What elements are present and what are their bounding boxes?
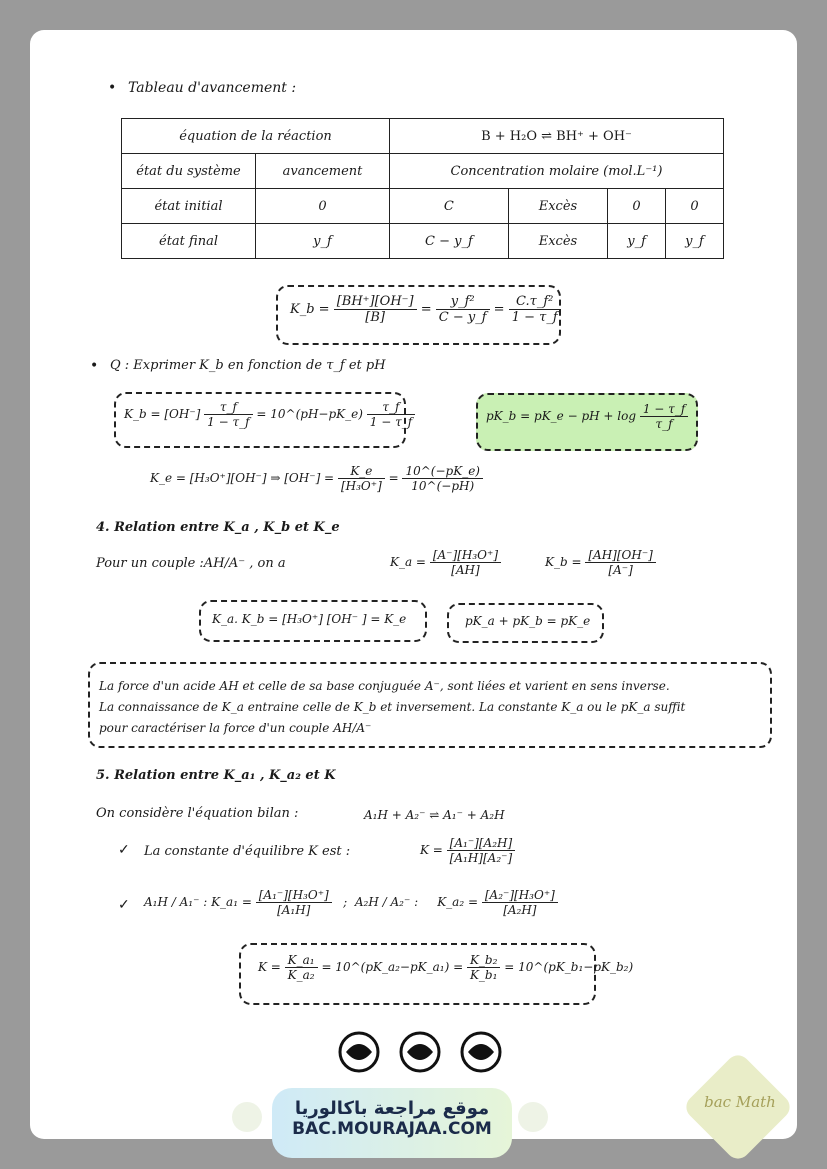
final-den2: K_b₁ — [469, 968, 498, 982]
pkb-text: pK_b = pK_e − pH + log — [486, 409, 637, 423]
kb-formula: K_b = $\frac{[BH^+][OH^-]}{[B]}$ = $\frac{\text{y\_f²}}{C - y\_f}$ = $\frac{\text{C.τ\_f²}}{1 - \tau\_f}$ — [290, 294, 561, 325]
table-cell: C − y_f — [390, 224, 509, 259]
table-cell: 0 — [665, 189, 723, 224]
ke-den2: 10^(−pH) — [411, 479, 475, 493]
section5-title: 5. Relation entre K_a₁ , K_a₂ et K — [96, 768, 336, 783]
bac-math-badge-text: bac Math — [704, 1093, 776, 1111]
section-title-tableau: Tableau d'avancement : — [128, 80, 297, 96]
acid-base-paragraph — [99, 676, 685, 739]
ke-line — [150, 464, 483, 493]
q-question: Q : Exprimer K_b en fonction de τ_f et pH — [110, 358, 386, 373]
ka-den: [AH] — [451, 563, 480, 577]
kb-num2: y_f² — [436, 294, 490, 310]
final-num2: K_b₂ — [467, 953, 500, 968]
kb-tau-den2: 1 − τ_f — [369, 415, 413, 429]
kb-couple-formula — [545, 548, 656, 577]
bullet-icon: • — [108, 80, 117, 96]
final-mid2: = 10^(pK_b₁−pK_b₂) — [504, 960, 634, 974]
table-reaction: B + H₂O ⇌ BH⁺ + OH⁻ — [390, 119, 724, 154]
ka1-lhs: A₁H / A₁⁻ : K_a₁ = — [144, 895, 252, 909]
footer-banner[interactable] — [272, 1088, 512, 1158]
couple-text: Pour un couple :AH/A⁻ , on a — [96, 556, 286, 571]
check-icon: ✓ — [118, 897, 130, 913]
footer-url-link[interactable]: BAC.MOURAJAA.COM — [292, 1119, 492, 1139]
bullet-icon: • — [90, 358, 99, 374]
table-cell: 0 — [256, 189, 390, 224]
pkb-num: 1 − τ_f — [640, 402, 688, 417]
ornament-icon — [334, 1030, 384, 1074]
ke-num: K_e — [338, 464, 385, 479]
ornament-icon — [456, 1030, 506, 1074]
k-equilibre-text: La constante d'équilibre K est : — [144, 844, 351, 859]
ka-num: [A⁻][H₃O⁺] — [430, 548, 501, 563]
final-mid1: = 10^(pK_a₂−pK_a₁) = — [321, 960, 464, 974]
table-header-avancement: avancement — [256, 154, 390, 189]
k-lhs: K = — [420, 843, 443, 857]
section4-title: 4. Relation entre K_a , K_b et K_e — [96, 520, 340, 535]
kb-tau-num2: τ_f — [367, 400, 415, 415]
final-lhs: K = — [258, 960, 281, 974]
ka-lhs: K_a = — [390, 555, 426, 569]
kb-num3: C.τ_f² — [509, 294, 561, 310]
table-cell: Excès — [508, 224, 607, 259]
ka2-lhs: K_a₂ = — [437, 895, 479, 909]
ornament-icon — [395, 1030, 445, 1074]
site-logo-icon — [518, 1102, 548, 1132]
ke-num2: 10^(−pK_e) — [402, 464, 483, 479]
bilan-text: On considère l'équation bilan : — [96, 806, 299, 821]
paragraph-line: La connaissance de K_a entraine celle de K_b et inversement. La constante K_a ou le pK_a suffit — [99, 700, 686, 714]
kb-couple-lhs: K_b = — [545, 555, 582, 569]
kb-couple-num: [AH][OH⁻] — [585, 548, 656, 563]
table-cell: y_f — [665, 224, 723, 259]
pkb-den: τ_f — [655, 417, 673, 431]
ka-kb-formula: K_a. K_b = [H₃O⁺] [OH⁻ ] = K_e — [212, 612, 407, 626]
k-den: [A₁H][A₂⁻] — [449, 851, 513, 865]
table-header-equation: équation de la réaction — [122, 119, 390, 154]
paragraph-line: La force d'un acide AH et celle de sa base conjuguée A⁻, sont liées et varient en sens inverse. — [99, 679, 670, 693]
kb-lhs: K_b = — [290, 302, 330, 317]
table-header-etat-systeme: état du système — [122, 154, 256, 189]
ke-den: [H₃O⁺] — [340, 479, 382, 493]
avancement-table — [121, 118, 724, 259]
table-row — [122, 189, 724, 224]
table-cell: Excès — [508, 189, 607, 224]
table-cell: C — [390, 189, 509, 224]
ka-separator: ; — [343, 895, 348, 909]
kb-tau-lhs: K_b = [OH⁻] — [124, 407, 201, 421]
table-row — [122, 224, 724, 259]
ka2-den: [A₂H] — [503, 903, 537, 917]
final-k-formula — [258, 953, 633, 982]
table-cell: état initial — [122, 189, 256, 224]
kb-tau-den: 1 − τ_f — [207, 415, 250, 429]
ke-text: K_e = [H₃O⁺][OH⁻] ⇒ [OH⁻] = — [150, 471, 335, 485]
table-cell: 0 — [608, 189, 666, 224]
kb-den3: 1 − τ_f — [511, 310, 558, 325]
kb-tau-num: τ_f — [204, 400, 252, 415]
pkb-formula — [486, 402, 688, 431]
kb-tau-mid: = 10^(pH−pK_e) — [256, 407, 363, 421]
kb-couple-den: [A⁻] — [608, 563, 633, 577]
kb-den2: C − y_f — [438, 310, 487, 325]
ka1-den: [A₁H] — [277, 903, 311, 917]
check-icon: ✓ — [118, 842, 130, 858]
pka-pkb-formula: pK_a + pK_b = pK_e — [465, 614, 591, 628]
table-header-concentration: Concentration molaire (mol.L⁻¹) — [390, 154, 724, 189]
ka2-pair: A₂H / A₂⁻ : — [354, 895, 419, 909]
ka2-num: [A₂⁻][H₃O⁺] — [482, 888, 558, 903]
paragraph-line: pour caractériser la force d'un couple AH/A⁻ — [99, 721, 372, 735]
final-num1: K_a₁ — [285, 953, 318, 968]
kb-num1: [BH⁺][OH⁻] — [334, 294, 417, 310]
bilan-equation: A₁H + A₂⁻ ⇌ A₁⁻ + A₂H — [364, 808, 505, 822]
table-cell: y_f — [608, 224, 666, 259]
k-num: [A₁⁻][A₂H] — [447, 836, 515, 851]
ke-eq: = — [388, 471, 399, 485]
footer-arabic-title: موقع مراجعة باكالوريا — [294, 1098, 490, 1119]
table-cell: état final — [122, 224, 256, 259]
ka1-num: [A₁⁻][H₃O⁺] — [256, 888, 332, 903]
kb-den1: [B] — [365, 310, 385, 325]
k-equilibre-formula — [420, 836, 515, 865]
kb-tau-formula — [124, 400, 415, 429]
final-den1: K_a₂ — [287, 968, 315, 982]
ka-formula — [390, 548, 501, 577]
table-cell: y_f — [256, 224, 390, 259]
ka-pairs-formula — [144, 888, 558, 917]
site-logo-icon — [232, 1102, 262, 1132]
